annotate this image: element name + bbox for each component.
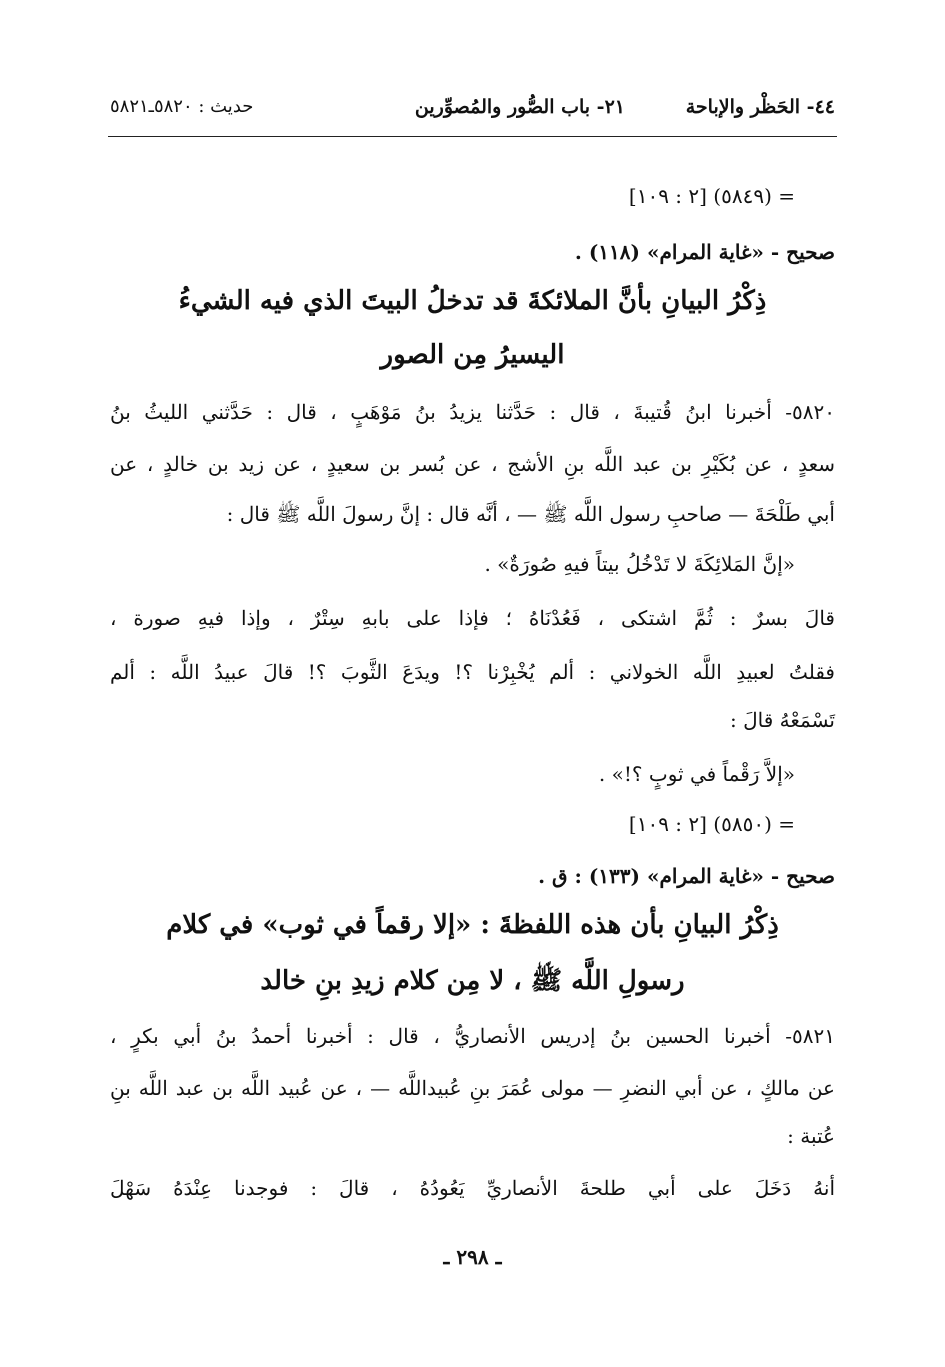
section-heading: ذِكْرُ البيانِ بأن هذه اللفظةَ : «إلا رقماً في ثوب» في كلام (166, 910, 779, 940)
hadith-quote: «إنَّ المَلائِكَةَ لا تَدْخُلُ بيتاً فيهِ صُورَةٌ» . (484, 552, 795, 576)
header-hadith-range: حديث : ٥٨٢٠ـ٥٨٢١ (110, 96, 254, 117)
reference-line: = (٥٨٥٠) [٢ : ١٠٩] (628, 812, 795, 836)
hadith-text-line: ٥٨٢٠- أخبرنا ابنُ قُتيبةَ ، قال : حَدَّثنا يزيدُ بنُ مَوْهَبٍ ، قال : حَدَّثني الليثُ بنُ (110, 400, 835, 424)
hadith-text-line: أبي طَلْحَةَ — صاحبِ رسول اللَّه ﷺ — ، أنَّه قال : إنَّ رسولَ اللَّه ﷺ قال : (226, 502, 835, 526)
hadith-text-line: تَسْمَعْهُ قالَ : (730, 708, 835, 732)
section-heading: اليسيرُ مِن الصور (380, 340, 565, 370)
hadith-text-line: فقلتُ لعبيدِ اللَّه الخولاني : ألم يُخْبِرْنا ؟! ويدَعَ الثَّوبَ ؟! قالَ عبيدُ اللَّه : ألم (110, 660, 835, 684)
hadith-text-line: سعدٍ ، عن بُكَيْرِ بن عبد اللَّه بنِ الأشج ، عن بُسر بن سعيدٍ ، عن زيد بن خالدٍ ، عن (110, 452, 835, 476)
header-book-title: ٤٤- الحَظْر والإباحة (685, 96, 835, 118)
section-heading: ذِكْرُ البيانِ بأنَّ الملائكةَ قد تدخلُ البيتَ الذي فيه الشيءُ (178, 286, 767, 316)
header-divider (108, 136, 837, 137)
header-chapter-title: ٢١- باب الصُّور والمُصوِّرين (414, 96, 625, 118)
hadith-text-line: قالَ بسرٌ : ثُمَّ اشتكى ، فَعُدْنَاهُ ؛ فإذا على بابهِ سِتْرٌ ، وإذا فيهِ صورة ، (110, 606, 835, 630)
grading-line: صحيح - «غاية المرام» (١٣٣) : ق . (538, 864, 835, 888)
hadith-text-line: عُتبة : (787, 1124, 835, 1148)
page-number: ـ ٢٩٨ ـ (443, 1245, 502, 1269)
section-heading: رسولِ اللَّه ﷺ ، لا مِن كلام زيدِ بنِ خالد (260, 966, 685, 996)
reference-line: = (٥٨٤٩) [٢ : ١٠٩] (628, 184, 795, 208)
grading-line: صحيح - «غاية المرام» (١١٨) . (574, 240, 835, 264)
hadith-quote: «إلاَّ رَقْماً في ثوبٍ ؟!» . (598, 762, 795, 786)
hadith-text-line: ٥٨٢١- أخبرنا الحسين بنُ إدريس الأنصاريُّ ، قال : أخبرنا أحمدُ بنُ أبي بكرٍ ، (110, 1024, 835, 1048)
hadith-text-line: أنهُ دَخَلَ على أبي طلحةَ الأنصاريِّ يَعُودُهُ ، قالَ : فوجدنا عِنْدَهُ سَهْلَ (110, 1176, 835, 1200)
hadith-text-line: عن مالكٍ ، عن أبي النضرِ — مولى عُمَرَ بنِ عُبيداللَّه — ، عن عُبيد اللَّه بن عبد اللَّه بنِ (110, 1076, 835, 1100)
